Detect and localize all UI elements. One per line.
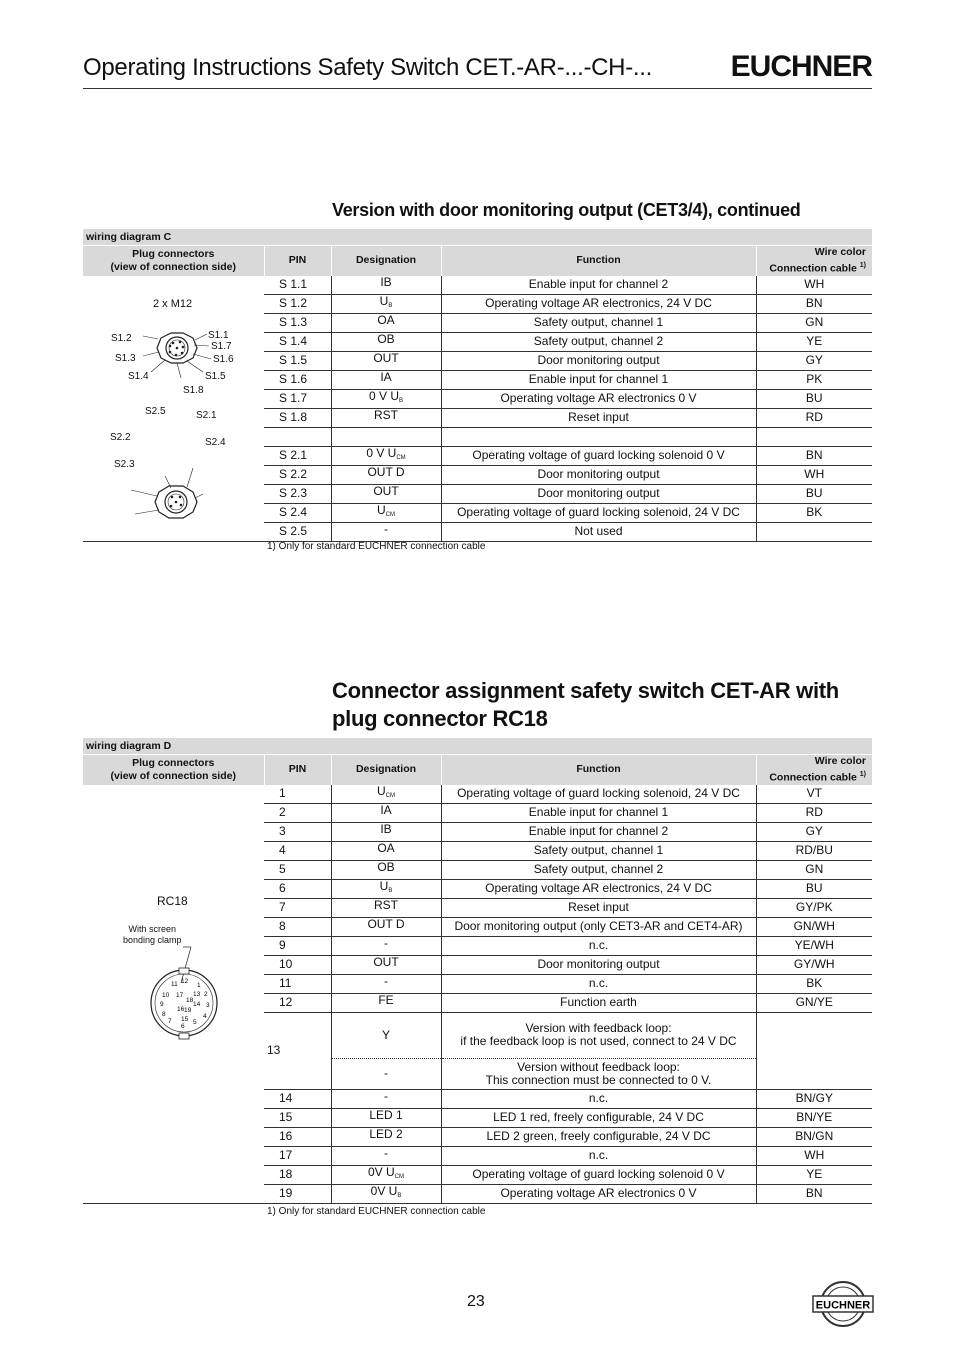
pin-cell: 11: [264, 974, 331, 993]
pin-cell: 4: [264, 841, 331, 860]
wire-color-cell: BN/YE: [756, 1108, 872, 1127]
pin-cell: 3: [264, 822, 331, 841]
col-header-function: Function: [441, 246, 756, 276]
clamp-note-line1: With screen: [128, 923, 177, 934]
rc18-pin-number: 9: [160, 1000, 164, 1008]
designation-cell: [331, 446, 441, 465]
function-cell: Not used: [441, 522, 756, 541]
rc18-pin-number: 10: [162, 991, 170, 999]
designation-text: LED 2: [369, 1126, 403, 1141]
function-cell: Operating voltage AR electronics 0 V: [441, 389, 756, 408]
pin-cell: S 1.3: [264, 313, 331, 332]
designation-cell: [331, 522, 441, 541]
wire-color-cell: BU: [756, 484, 872, 503]
designation-text: OUT D: [367, 464, 405, 479]
designation-text: U: [379, 293, 389, 308]
function-cell: Enable input for channel 1: [441, 370, 756, 389]
designation-cell: [331, 1184, 441, 1203]
designation-text: 0 V U: [366, 445, 397, 460]
pin-cell: S 1.6: [264, 370, 331, 389]
plug-header-line1: Plug connectors: [132, 756, 215, 769]
function-cell: Operating voltage of guard locking solenoid 0 V: [441, 446, 756, 465]
designation-cell: [331, 1146, 441, 1165]
designation-cell: [331, 879, 441, 898]
pin-label-s1-6: S1.6: [213, 353, 234, 365]
designation-cell: [331, 313, 441, 332]
plug-connector-diagram: [83, 276, 264, 542]
wire-color-cell: WH: [756, 276, 872, 295]
euchner-footer-logo: [812, 1278, 874, 1330]
function-cell: Enable input for channel 1: [441, 803, 756, 822]
designation-cell: [331, 955, 441, 974]
pin-cell: 19: [264, 1184, 331, 1203]
wire-color-cell: [756, 522, 872, 541]
rc18-connector-diagram: [83, 785, 264, 1204]
pin-cell: S 1.8: [264, 408, 331, 427]
function-line1: Version without feedback loop:: [517, 1059, 680, 1074]
designation-subscript: CM: [394, 1173, 405, 1180]
function-line2: if the feedback loop is not used, connect to 24 V DC: [460, 1034, 737, 1048]
pin-cell: 16: [264, 1127, 331, 1146]
designation-cell: [331, 803, 441, 822]
wire-color-cell: YE: [756, 1165, 872, 1184]
pin-label-s2-2: S2.2: [110, 431, 131, 443]
designation-cell: [331, 1165, 441, 1184]
designation-cell: -: [331, 1058, 441, 1089]
designation-cell: Y: [331, 1012, 441, 1058]
function-cell: Operating voltage AR electronics, 24 V DC: [441, 879, 756, 898]
designation-text: OUT: [373, 483, 399, 498]
col-header-plug: [83, 246, 264, 276]
pin-cell: S 1.2: [264, 294, 331, 313]
function-cell: Operating voltage of guard locking solenoid, 24 V DC: [441, 785, 756, 804]
designation-text: OUT: [373, 350, 399, 365]
designation-subscript: B: [388, 302, 393, 309]
designation-cell: [331, 1108, 441, 1127]
function-cell: [441, 1012, 756, 1058]
function-cell: LED 2 green, freely configurable, 24 V DC: [441, 1127, 756, 1146]
col-header-designation: Designation: [331, 246, 441, 276]
wire-header-line1: Wire color: [814, 246, 866, 258]
pin-label-s1-4: S1.4: [128, 370, 149, 382]
designation-text: U: [379, 878, 389, 893]
function-line2: This connection must be connected to 0 V.: [485, 1072, 712, 1087]
footer-logo-text: EUCHNER: [815, 1299, 871, 1312]
header-rule: [83, 88, 872, 89]
designation-text: 0 V U: [368, 388, 399, 403]
function-cell: Safety output, channel 1: [441, 313, 756, 332]
wire-header-line1: Wire color: [814, 755, 866, 767]
rc18-pin-number: 7: [168, 1017, 172, 1025]
pin-cell: 9: [264, 936, 331, 955]
pin-label-s1-7: S1.7: [211, 340, 232, 352]
designation-cell: [331, 860, 441, 879]
designation-text: 0V U: [370, 1183, 398, 1198]
pin-cell: 13: [264, 1012, 331, 1089]
wire-color-cell: BU: [756, 389, 872, 408]
table-row: [83, 276, 872, 295]
pin-cell: 14: [264, 1089, 331, 1108]
designation-text: OA: [377, 840, 395, 855]
rc18-pin-number: 19: [184, 1006, 192, 1014]
wire-color-cell: BN: [756, 1184, 872, 1203]
pin-cell: S 1.7: [264, 389, 331, 408]
function-cell: Operating voltage of guard locking solenoid, 24 V DC: [441, 503, 756, 522]
pin-label-s2-3: S2.3: [114, 458, 135, 470]
designation-text: RST: [374, 407, 398, 422]
designation-cell: [331, 1127, 441, 1146]
wire-color-cell: YE: [756, 332, 872, 351]
empty-cell: [331, 427, 441, 446]
function-cell: [441, 1058, 756, 1089]
pin-cell: 18: [264, 1165, 331, 1184]
designation-text: OB: [377, 859, 395, 874]
diagram-label: wiring diagram D: [83, 738, 872, 755]
rc18-pin-number: 16: [177, 1005, 185, 1013]
pin-cell: S 1.1: [264, 276, 331, 295]
rc18-pin-number: 3: [206, 1001, 210, 1009]
wire-color-cell: BN: [756, 446, 872, 465]
col-header-wire-color: [756, 246, 872, 276]
function-line1: Version with feedback loop:: [525, 1021, 672, 1035]
wire-color-cell: RD: [756, 803, 872, 822]
designation-text: -: [384, 1088, 388, 1103]
designation-text: FE: [378, 992, 394, 1007]
function-cell: Operating voltage of guard locking solenoid 0 V: [441, 1165, 756, 1184]
rc18-pin-number: 18: [186, 996, 194, 1004]
footnote-marker: 1): [859, 771, 866, 778]
wire-color-cell: GN: [756, 860, 872, 879]
function-cell: Safety output, channel 2: [441, 332, 756, 351]
designation-cell: [331, 841, 441, 860]
designation-cell: [331, 370, 441, 389]
pin-cell: S 2.3: [264, 484, 331, 503]
wire-color-cell: BN/GY: [756, 1089, 872, 1108]
col-header-pin: PIN: [264, 246, 331, 276]
designation-subscript: CM: [396, 454, 406, 461]
wire-color-cell: GN/YE: [756, 993, 872, 1012]
pin-cell: 1: [264, 785, 331, 804]
function-cell: n.c.: [441, 974, 756, 993]
designation-text: IB: [380, 274, 392, 289]
col-header-plug: [83, 755, 264, 785]
wire-color-cell: BN/GN: [756, 1127, 872, 1146]
plug-header-line1: Plug connectors: [132, 247, 215, 260]
function-cell: Door monitoring output: [441, 465, 756, 484]
designation-text: RST: [374, 897, 398, 912]
designation-text: -: [384, 935, 388, 950]
rc18-pin-number: 15: [181, 1015, 189, 1023]
designation-cell: [331, 974, 441, 993]
pin-cell: 7: [264, 898, 331, 917]
designation-text: -: [384, 1145, 388, 1160]
wire-color-cell: RD: [756, 408, 872, 427]
wire-header-line2: Connection cable: [769, 771, 857, 784]
pin-cell: S 2.4: [264, 503, 331, 522]
designation-text: 0V U: [367, 1164, 395, 1179]
euchner-logo: EUCHNER: [730, 50, 872, 83]
function-cell: Operating voltage AR electronics, 24 V DC: [441, 294, 756, 313]
function-cell: LED 1 red, freely configurable, 24 V DC: [441, 1108, 756, 1127]
function-cell: Door monitoring output: [441, 955, 756, 974]
rc18-pin-number: 8: [162, 1010, 166, 1018]
pin-label-s1-1: S1.1: [208, 329, 229, 341]
wire-color-cell: BK: [756, 974, 872, 993]
pin-cell: S 1.4: [264, 332, 331, 351]
designation-cell: [331, 898, 441, 917]
pin-cell: 10: [264, 955, 331, 974]
designation-cell: [331, 351, 441, 370]
wire-color-cell: BK: [756, 503, 872, 522]
connector-s1: [143, 333, 211, 378]
designation-text: -: [384, 973, 388, 988]
designation-cell: [331, 993, 441, 1012]
designation-cell: [331, 917, 441, 936]
designation-text: LED 1: [369, 1107, 403, 1122]
function-cell: Safety output, channel 1: [441, 841, 756, 860]
function-cell: n.c.: [441, 1089, 756, 1108]
diagram-label: wiring diagram C: [83, 229, 872, 246]
designation-text: IA: [380, 802, 392, 817]
empty-cell: [441, 427, 756, 446]
function-cell: n.c.: [441, 1146, 756, 1165]
designation-subscript: B: [397, 1192, 402, 1199]
col-header-designation: Designation: [331, 755, 441, 785]
designation-cell: [331, 276, 441, 295]
footnote-table2: 1) Only for standard EUCHNER connection cable: [267, 1206, 486, 1217]
rc18-pin-number: 4: [203, 1012, 207, 1020]
pin-cell: S 1.5: [264, 351, 331, 370]
designation-cell: [331, 332, 441, 351]
wire-color-cell: YE/WH: [756, 936, 872, 955]
pin-label-s2-4: S2.4: [205, 436, 226, 448]
empty-cell: [756, 427, 872, 446]
rc18-pin-number: 14: [193, 1000, 201, 1008]
rc18-pin-number: 1: [197, 981, 201, 989]
designation-cell: [331, 785, 441, 804]
connector-s2: [131, 468, 203, 518]
pin-label-s1-2: S1.2: [111, 332, 132, 344]
pin-label-s1-5: S1.5: [205, 370, 226, 382]
function-cell: Enable input for channel 2: [441, 822, 756, 841]
section-title-rc18: Connector assignment safety switch CET-AR with plug connector RC18: [332, 678, 839, 731]
wire-color-cell: WH: [756, 465, 872, 484]
footnote-marker: 1): [859, 262, 866, 269]
designation-cell: [331, 1089, 441, 1108]
pin-cell: S 2.2: [264, 465, 331, 484]
wire-color-cell: GY/WH: [756, 955, 872, 974]
wire-color-cell: PK: [756, 370, 872, 389]
m12-connectors-drawing: [83, 276, 264, 526]
designation-text: -: [384, 521, 388, 536]
pin-cell: 8: [264, 917, 331, 936]
wire-color-cell: GN/WH: [756, 917, 872, 936]
designation-cell: [331, 503, 441, 522]
function-cell: Operating voltage AR electronics 0 V: [441, 1184, 756, 1203]
pin-cell: 5: [264, 860, 331, 879]
rc18-pin-number: 2: [204, 990, 208, 998]
wire-color-cell: VT: [756, 785, 872, 804]
rc18-drawing: [83, 785, 264, 1203]
wire-color-cell: BN: [756, 294, 872, 313]
designation-text: OUT D: [367, 916, 405, 931]
col-header-function: Function: [441, 755, 756, 785]
plug-type-label: 2 x M12: [153, 297, 193, 310]
wiring-table-c: [83, 229, 872, 542]
rc18-pin-number: 11: [171, 980, 178, 988]
pin-cell: S 2.5: [264, 522, 331, 541]
col-header-wire-color: [756, 755, 872, 785]
function-cell: Reset input: [441, 898, 756, 917]
pin-cell: 12: [264, 993, 331, 1012]
designation-text: U: [376, 783, 386, 798]
designation-text: U: [376, 502, 386, 517]
empty-cell: [264, 427, 331, 446]
plug-type-label: RC18: [157, 893, 188, 908]
designation-subscript: B: [388, 887, 393, 894]
designation-text: IA: [380, 369, 392, 384]
wire-color-cell: RD/BU: [756, 841, 872, 860]
designation-cell: [331, 936, 441, 955]
rc18-pin-number: 12: [181, 977, 189, 985]
rc18-pin-number: 17: [176, 991, 184, 999]
wire-color-cell: WH: [756, 1146, 872, 1165]
designation-cell: [331, 484, 441, 503]
function-cell: Door monitoring output: [441, 484, 756, 503]
function-cell: n.c.: [441, 936, 756, 955]
wire-color-cell: GN: [756, 313, 872, 332]
function-cell: Door monitoring output: [441, 351, 756, 370]
wire-header-line2: Connection cable: [769, 262, 857, 275]
designation-text: OA: [377, 312, 395, 327]
clamp-note-line2: bonding clamp: [123, 934, 182, 945]
designation-subscript: CM: [385, 792, 395, 799]
designation-cell: [331, 465, 441, 484]
plug-header-line2: (view of connection side): [110, 260, 236, 273]
pin-label-s2-1: S2.1: [196, 409, 217, 421]
designation-text: IB: [380, 821, 392, 836]
plug-header-line2: (view of connection side): [110, 769, 236, 782]
designation-subscript: B: [399, 397, 404, 404]
designation-text: OUT: [373, 954, 399, 969]
designation-cell: [331, 408, 441, 427]
pin-label-s2-5: S2.5: [145, 405, 166, 417]
pin-cell: 15: [264, 1108, 331, 1127]
function-cell: Door monitoring output (only CET3-AR and CET4-AR): [441, 917, 756, 936]
wire-color-cell: GY/PK: [756, 898, 872, 917]
table-row: [83, 785, 872, 804]
function-cell: Safety output, channel 2: [441, 860, 756, 879]
wire-color-cell: GY: [756, 351, 872, 370]
function-cell: Enable input for channel 2: [441, 276, 756, 295]
rc18-pin-number: 5: [193, 1018, 197, 1026]
wiring-table-d: [83, 738, 872, 1204]
page-number: 23: [467, 1293, 485, 1310]
designation-cell: [331, 389, 441, 408]
pin-cell: S 2.1: [264, 446, 331, 465]
pin-label-s1-8: S1.8: [183, 384, 204, 396]
footnote-table1: 1) Only for standard EUCHNER connection cable: [267, 541, 486, 552]
function-cell: Reset input: [441, 408, 756, 427]
document-title: Operating Instructions Safety Switch CET.-AR-...-CH-...: [83, 54, 653, 81]
wire-color-cell: GY: [756, 822, 872, 841]
pin-cell: 2: [264, 803, 331, 822]
rc18-pin-number: 13: [193, 990, 201, 998]
rc18-pin-number: 6: [181, 1022, 185, 1030]
pin-cell: 6: [264, 879, 331, 898]
designation-cell: [331, 294, 441, 313]
designation-subscript: CM: [385, 511, 395, 518]
function-cell: Function earth: [441, 993, 756, 1012]
pin-label-s1-3: S1.3: [115, 352, 136, 364]
col-header-pin: PIN: [264, 755, 331, 785]
designation-text: OB: [377, 331, 395, 346]
wire-color-cell: BU: [756, 879, 872, 898]
pin-cell: 17: [264, 1146, 331, 1165]
designation-cell: [331, 822, 441, 841]
wire-color-cell: [756, 1012, 872, 1089]
section-title-continued: Version with door monitoring output (CET3/4), continued: [332, 200, 801, 220]
